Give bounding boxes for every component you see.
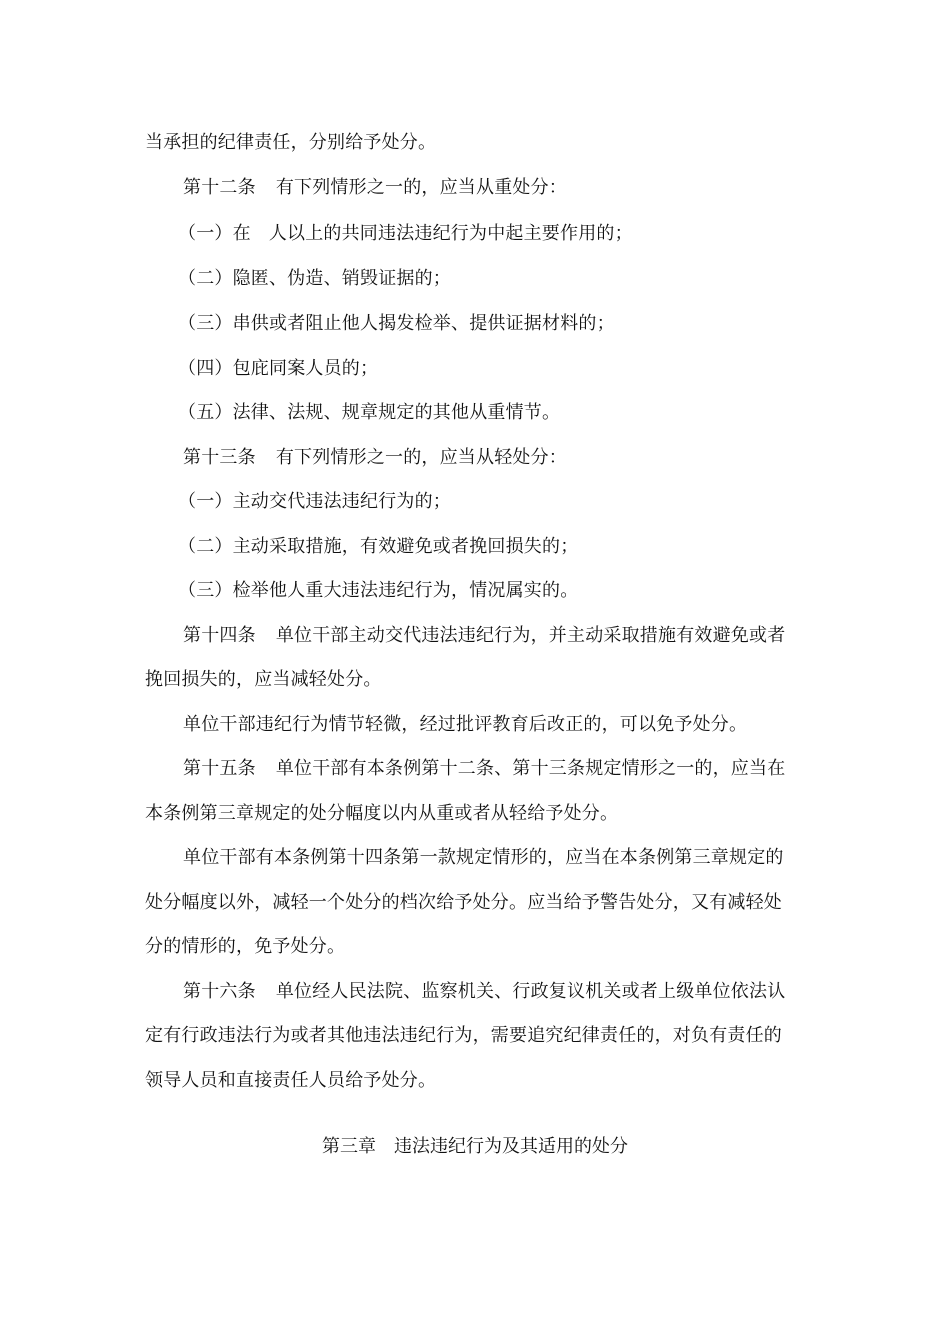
paragraph-line: 挽回损失的，应当减轻处分。 [145, 669, 382, 690]
list-item: （三）检举他人重大违法违纪行为，情况属实的。 [178, 580, 579, 601]
paragraph-line: 单位干部有本条例第十四条第一款规定情形的，应当在本条例第三章规定的 [183, 847, 784, 868]
list-item: （二）主动采取措施，有效避免或者挽回损失的； [178, 536, 579, 557]
paragraph-line: 领导人员和直接责任人员给予处分。 [145, 1070, 437, 1091]
article-12-heading [183, 176, 810, 200]
paragraph-line: 单位干部违纪行为情节轻微，经过批评教育后改正的，可以免予处分。 [183, 714, 748, 735]
article-14-heading [183, 624, 810, 648]
article-15-heading [183, 757, 810, 781]
article-text: 单位干部主动交代违法违纪行为，并主动采取措施有效避免或者 [275, 625, 786, 646]
paragraph-line: 处分幅度以外，减轻一个处分的档次给予处分。应当给予警告处分，又有减轻处 [145, 892, 782, 913]
list-item: （四）包庇同案人员的； [178, 358, 379, 379]
paragraph-line: 定有行政违法行为或者其他违法违纪行为，需要追究纪律责任的，对负有责任的 [145, 1025, 782, 1046]
article-number: 第十三条 [183, 447, 256, 468]
list-item: （二）隐匿、伪造、销毁证据的； [178, 268, 451, 289]
chapter-title: 违法违纪行为及其适用的处分 [394, 1136, 628, 1157]
article-text: 有下列情形之一的，应当从轻处分： [275, 447, 568, 468]
paragraph-line: 当承担的纪律责任，分别给予处分。 [145, 132, 437, 153]
chapter-number: 第三章 [322, 1136, 376, 1157]
list-item-text: 人以上的共同违法违纪行为中起主要作用的； [268, 223, 633, 244]
article-number: 第十六条 [183, 981, 256, 1002]
list-item: （三）串供或者阻止他人揭发检举、提供证据材料的； [178, 313, 615, 334]
article-text: 单位经人民法院、监察机关、行政复议机关或者上级单位依法认 [275, 981, 786, 1002]
paragraph-line: 本条例第三章规定的处分幅度以内从重或者从轻给予处分。 [145, 803, 619, 824]
article-16-heading [183, 980, 810, 1004]
article-number: 第十二条 [183, 177, 256, 198]
article-13-heading [183, 446, 810, 470]
article-number: 第十五条 [183, 758, 256, 779]
chapter-heading [0, 1135, 950, 1159]
list-item-prefix: （一）在 [178, 223, 251, 244]
article-text: 有下列情形之一的，应当从重处分： [275, 177, 568, 198]
list-item [178, 222, 810, 246]
article-number: 第十四条 [183, 625, 256, 646]
list-item: （五）法律、法规、规章规定的其他从重情节。 [178, 402, 561, 423]
paragraph-line: 分的情形的，免予处分。 [145, 936, 346, 957]
article-text: 单位干部有本条例第十二条、第十三条规定情形之一的，应当在 [275, 758, 786, 779]
list-item: （一）主动交代违法违纪行为的； [178, 491, 451, 512]
